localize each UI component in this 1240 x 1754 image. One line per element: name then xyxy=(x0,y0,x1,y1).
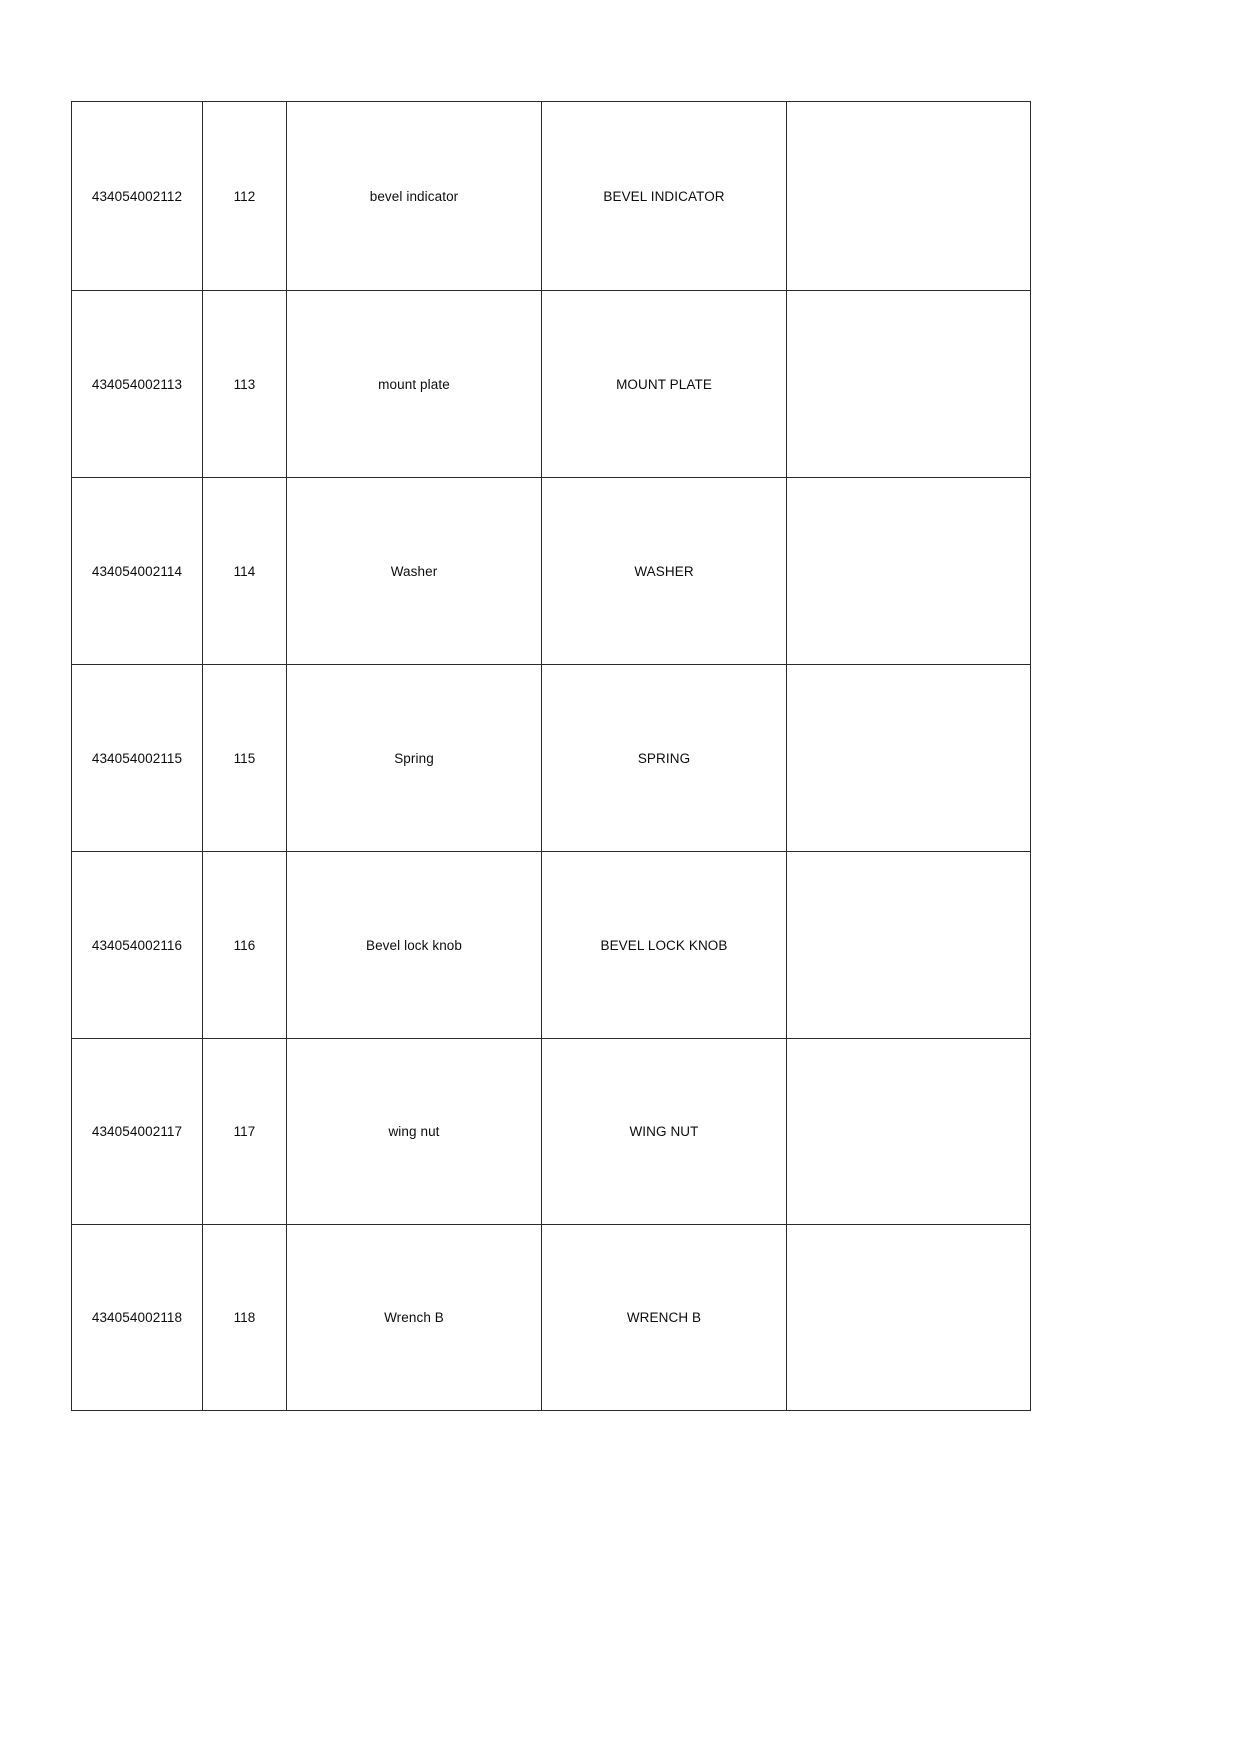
cell-photo xyxy=(787,291,1031,478)
cell-name: Wrench B xyxy=(287,1225,542,1411)
cell-sku: 434054002116 xyxy=(72,852,203,1039)
cell-photo xyxy=(787,1225,1031,1411)
cell-sku: 434054002115 xyxy=(72,665,203,852)
cell-sku: 434054002113 xyxy=(72,291,203,478)
table-row[interactable] xyxy=(72,478,1031,665)
cell-description: WASHER xyxy=(542,478,787,665)
cell-name: Washer xyxy=(287,478,542,665)
table-row[interactable] xyxy=(72,102,1031,291)
cell-item-no: 114 xyxy=(203,478,287,665)
cell-name: Bevel lock knob xyxy=(287,852,542,1039)
cell-item-no: 116 xyxy=(203,852,287,1039)
cell-sku: 434054002118 xyxy=(72,1225,203,1411)
cell-sku: 434054002112 xyxy=(72,102,203,291)
cell-description: WING NUT xyxy=(542,1039,787,1225)
table-row[interactable] xyxy=(72,291,1031,478)
table-row[interactable] xyxy=(72,1039,1031,1225)
parts-catalog-table xyxy=(71,101,1031,1411)
cell-photo xyxy=(787,478,1031,665)
cell-name: bevel indicator xyxy=(287,102,542,291)
cell-item-no: 113 xyxy=(203,291,287,478)
cell-name: Spring xyxy=(287,665,542,852)
cell-description: BEVEL INDICATOR xyxy=(542,102,787,291)
cell-item-no: 115 xyxy=(203,665,287,852)
cell-item-no: 118 xyxy=(203,1225,287,1411)
cell-description: BEVEL LOCK KNOB xyxy=(542,852,787,1039)
cell-description: SPRING xyxy=(542,665,787,852)
cell-item-no: 112 xyxy=(203,102,287,291)
cell-sku: 434054002117 xyxy=(72,1039,203,1225)
cell-name: mount plate xyxy=(287,291,542,478)
cell-photo xyxy=(787,1039,1031,1225)
table-row[interactable] xyxy=(72,665,1031,852)
cell-photo xyxy=(787,852,1031,1039)
table-row[interactable] xyxy=(72,852,1031,1039)
cell-description: MOUNT PLATE xyxy=(542,291,787,478)
cell-photo xyxy=(787,102,1031,291)
cell-sku: 434054002114 xyxy=(72,478,203,665)
cell-name: wing nut xyxy=(287,1039,542,1225)
cell-description: WRENCH B xyxy=(542,1225,787,1411)
table-row[interactable] xyxy=(72,1225,1031,1411)
cell-photo xyxy=(787,665,1031,852)
cell-item-no: 117 xyxy=(203,1039,287,1225)
